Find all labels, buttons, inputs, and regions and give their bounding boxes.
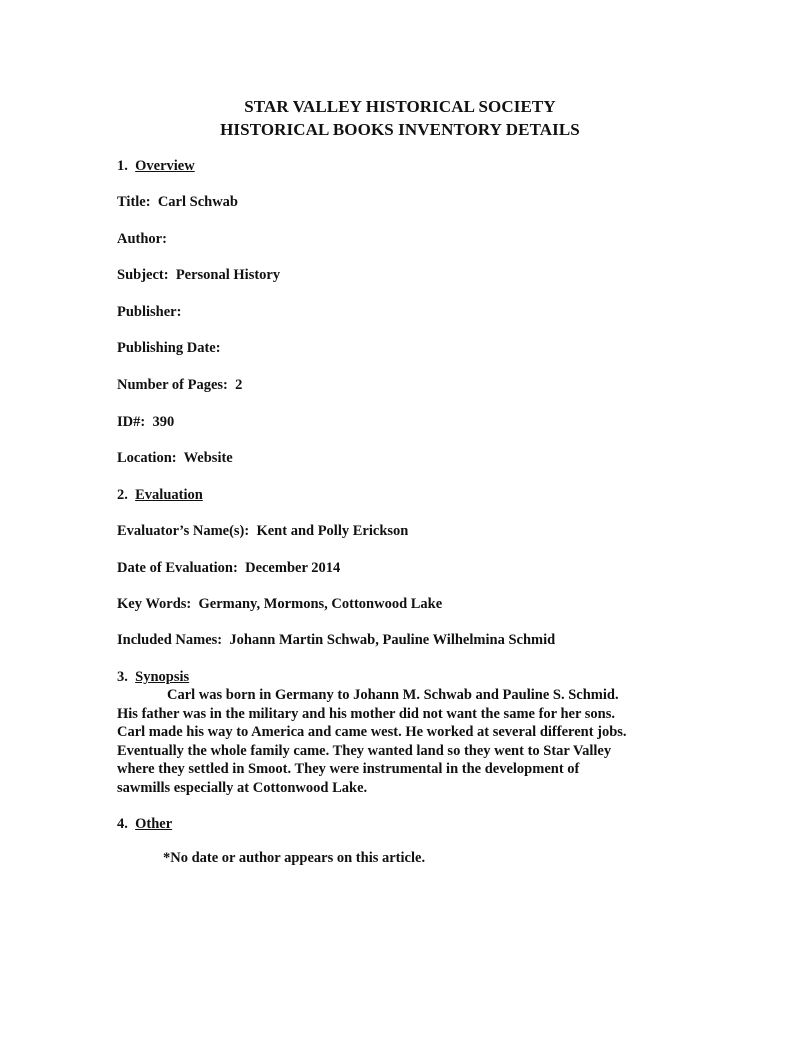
field-value: Johann Martin Schwab, Pauline Wilhelmina Schmid: [229, 632, 556, 648]
section-number: 4.: [117, 816, 128, 832]
field-title: [117, 193, 238, 211]
section-title: Overview: [135, 158, 195, 174]
field-label: Subject:: [117, 267, 169, 283]
field-publisher: [117, 303, 185, 321]
field-label: Publishing Date:: [117, 340, 221, 356]
header-title-line-2: HISTORICAL BOOKS INVENTORY DETAILS: [220, 120, 580, 139]
field-label: Included Names:: [117, 632, 223, 648]
field-label: Publisher:: [117, 304, 182, 320]
section-number: 2.: [117, 487, 128, 503]
field-value: 2: [235, 377, 243, 393]
field-publishing-date: [117, 339, 224, 357]
synopsis-line: His father was in the military and his mother did not want the same for her sons.: [117, 705, 615, 722]
field-id: [117, 413, 174, 431]
section-heading-evaluation: [117, 486, 203, 504]
field-value: 390: [152, 414, 175, 430]
field-label: ID#:: [117, 414, 146, 430]
document-header: [0, 95, 800, 141]
field-value: Kent and Polly Erickson: [256, 523, 409, 539]
section-title: Evaluation: [135, 487, 203, 503]
field-included-names: [117, 631, 555, 649]
section-title: Other: [135, 816, 173, 832]
field-evaluator-names: [117, 522, 408, 540]
synopsis-line: Eventually the whole family came. They wanted land so they went to Star Valley: [117, 742, 612, 759]
field-value: December 2014: [245, 560, 341, 576]
section-number: 1.: [117, 158, 128, 174]
synopsis-line: sawmills especially at Cottonwood Lake.: [117, 779, 368, 796]
section-heading-other: [117, 815, 172, 833]
field-label: Number of Pages:: [117, 377, 228, 393]
field-label: Author:: [117, 231, 167, 247]
field-label: Title:: [117, 194, 151, 210]
field-label: Key Words:: [117, 596, 192, 612]
field-value: Website: [183, 450, 233, 466]
synopsis-paragraph: [117, 686, 692, 798]
field-number-of-pages: [117, 376, 242, 394]
section-heading-overview: [117, 157, 195, 175]
field-location: [117, 449, 233, 467]
field-key-words: [117, 595, 442, 613]
section-number: 3.: [117, 669, 128, 685]
synopsis-line: Carl was born in Germany to Johann M. Schwab and Pauline S. Schmid.: [167, 687, 619, 703]
other-note: *No date or author appears on this article.: [163, 850, 426, 866]
field-label: Location:: [117, 450, 177, 466]
header-title-line-1: STAR VALLEY HISTORICAL SOCIETY: [244, 97, 556, 116]
field-subject: [117, 266, 280, 284]
field-label: Date of Evaluation:: [117, 560, 238, 576]
field-value: Personal History: [175, 267, 281, 283]
field-label: Evaluator’s Name(s):: [117, 523, 250, 539]
synopsis-line: where they settled in Smoot. They were instrumental in the development of: [117, 761, 580, 778]
field-date-of-evaluation: [117, 559, 340, 577]
field-value: Germany, Mormons, Cottonwood Lake: [198, 596, 443, 612]
section-heading-synopsis: [117, 668, 189, 686]
field-author: [117, 230, 171, 248]
section-title: Synopsis: [135, 669, 190, 685]
field-value: Carl Schwab: [157, 194, 238, 210]
synopsis-line: Carl made his way to America and came west. He worked at several different jobs.: [117, 724, 627, 741]
